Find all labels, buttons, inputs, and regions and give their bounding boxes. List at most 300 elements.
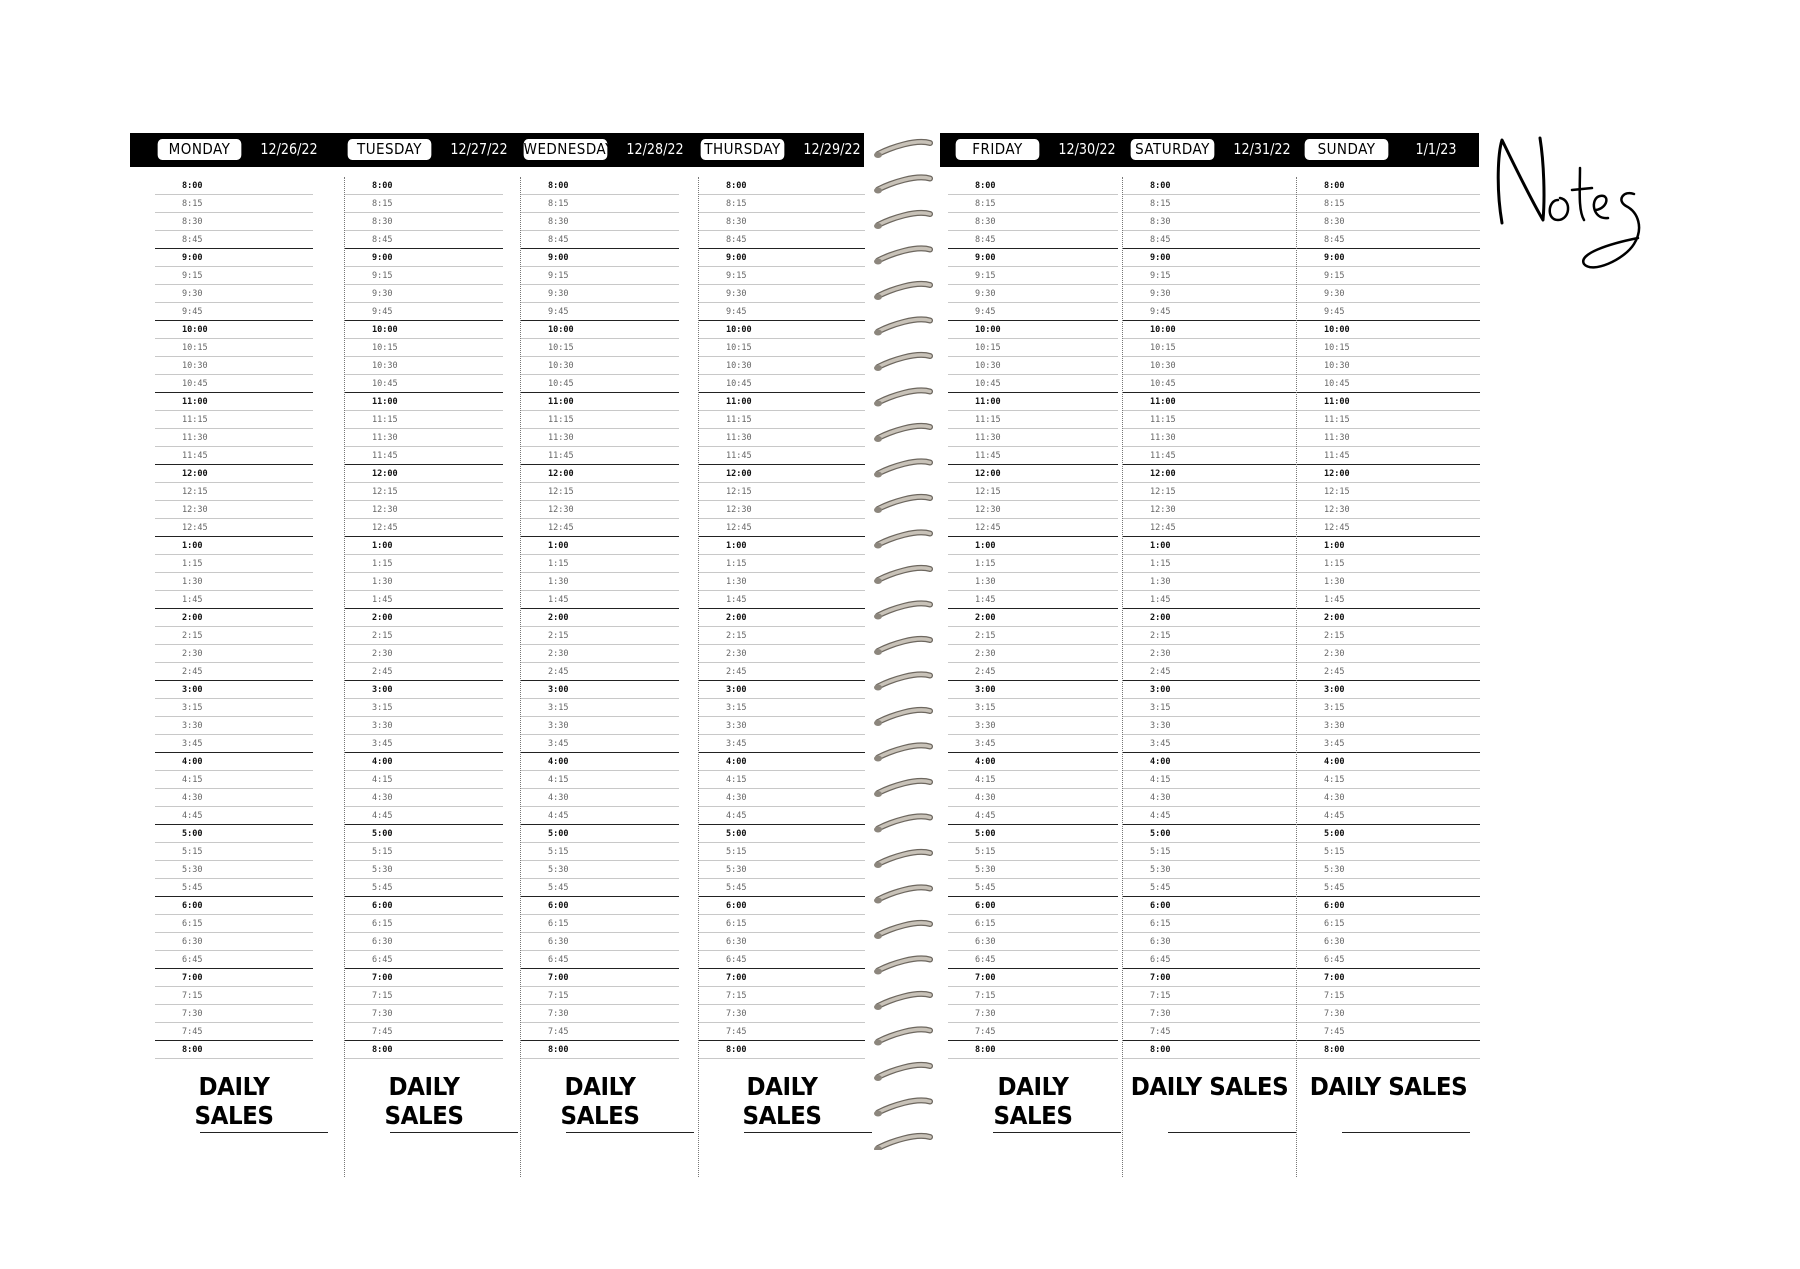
time-slot[interactable]: 8:30: [345, 213, 503, 231]
time-slot[interactable]: 10:30: [345, 357, 503, 375]
time-slot[interactable]: 8:15: [521, 195, 679, 213]
time-slot[interactable]: 3:30: [521, 717, 679, 735]
time-slot[interactable]: 10:30: [1123, 357, 1296, 375]
time-slot[interactable]: 2:30: [1123, 645, 1296, 663]
time-slot[interactable]: 11:30: [155, 429, 313, 447]
time-slot[interactable]: 1:45: [948, 591, 1118, 609]
time-slot[interactable]: 12:15: [1297, 483, 1480, 501]
time-slot[interactable]: 5:15: [1123, 843, 1296, 861]
time-slot[interactable]: 7:30: [948, 1005, 1118, 1023]
day-column-wednesday[interactable]: [520, 177, 679, 1177]
time-slot[interactable]: 8:30: [1297, 213, 1480, 231]
daily-sales-line[interactable]: [200, 1132, 328, 1133]
time-slot[interactable]: 3:15: [155, 699, 313, 717]
time-slot[interactable]: 5:00: [521, 825, 679, 843]
time-slot[interactable]: 4:30: [345, 789, 503, 807]
time-slot[interactable]: 12:45: [155, 519, 313, 537]
time-slot[interactable]: 5:15: [699, 843, 865, 861]
time-slot[interactable]: 10:45: [1123, 375, 1296, 393]
time-slot[interactable]: 11:15: [1123, 411, 1296, 429]
time-slot[interactable]: 7:45: [1297, 1023, 1480, 1041]
daily-sales-line[interactable]: [566, 1132, 694, 1133]
time-slot[interactable]: 5:30: [948, 861, 1118, 879]
time-slot[interactable]: 1:30: [1123, 573, 1296, 591]
time-slot[interactable]: 8:00: [1297, 177, 1480, 195]
time-slot[interactable]: 9:45: [1123, 303, 1296, 321]
time-slot[interactable]: 11:15: [521, 411, 679, 429]
time-slot[interactable]: 4:45: [155, 807, 313, 825]
time-slot[interactable]: 12:30: [155, 501, 313, 519]
time-slot[interactable]: 1:45: [155, 591, 313, 609]
time-slot[interactable]: 4:45: [948, 807, 1118, 825]
time-slot[interactable]: 6:00: [699, 897, 865, 915]
time-slot[interactable]: 2:15: [699, 627, 865, 645]
time-slot[interactable]: 8:15: [699, 195, 865, 213]
time-slot[interactable]: 12:15: [699, 483, 865, 501]
time-slot[interactable]: 5:15: [1297, 843, 1480, 861]
time-slot[interactable]: 3:00: [345, 681, 503, 699]
day-column-tuesday[interactable]: [344, 177, 503, 1177]
time-slot[interactable]: 2:30: [1297, 645, 1480, 663]
time-slot[interactable]: 9:45: [1297, 303, 1480, 321]
time-slot[interactable]: 3:15: [521, 699, 679, 717]
time-slot[interactable]: 12:30: [948, 501, 1118, 519]
time-slot[interactable]: 2:45: [1123, 663, 1296, 681]
time-slot[interactable]: 10:45: [155, 375, 313, 393]
time-slot[interactable]: 4:15: [1297, 771, 1480, 789]
time-slot[interactable]: 11:45: [1123, 447, 1296, 465]
time-slot[interactable]: 5:45: [1123, 879, 1296, 897]
time-slot[interactable]: 6:45: [521, 951, 679, 969]
time-slot[interactable]: 11:45: [345, 447, 503, 465]
time-slot[interactable]: 10:15: [948, 339, 1118, 357]
time-slot[interactable]: 12:15: [1123, 483, 1296, 501]
time-slot[interactable]: 6:30: [1123, 933, 1296, 951]
time-slot[interactable]: 4:00: [521, 753, 679, 771]
time-slot[interactable]: 5:30: [155, 861, 313, 879]
time-slot[interactable]: 6:30: [699, 933, 865, 951]
time-slot[interactable]: 3:45: [1297, 735, 1480, 753]
time-slot[interactable]: 7:45: [155, 1023, 313, 1041]
time-slot[interactable]: 8:15: [948, 195, 1118, 213]
time-slot[interactable]: 6:15: [155, 915, 313, 933]
time-slot[interactable]: 2:00: [1297, 609, 1480, 627]
time-slot[interactable]: 10:45: [699, 375, 865, 393]
time-slot[interactable]: 7:30: [1297, 1005, 1480, 1023]
time-slot[interactable]: 2:45: [1297, 663, 1480, 681]
time-slot[interactable]: 12:45: [1123, 519, 1296, 537]
time-slot[interactable]: 3:45: [155, 735, 313, 753]
time-slot[interactable]: 10:00: [1123, 321, 1296, 339]
time-slot[interactable]: 1:30: [948, 573, 1118, 591]
time-slot[interactable]: 3:30: [155, 717, 313, 735]
daily-sales-line[interactable]: [744, 1132, 872, 1133]
time-slot[interactable]: 11:15: [699, 411, 865, 429]
time-slot[interactable]: 6:45: [699, 951, 865, 969]
time-slot[interactable]: 4:00: [1123, 753, 1296, 771]
time-slot[interactable]: 12:30: [1297, 501, 1480, 519]
time-slot[interactable]: 3:30: [1123, 717, 1296, 735]
day-column-friday[interactable]: [948, 177, 1118, 1177]
time-slot[interactable]: 10:00: [345, 321, 503, 339]
time-slot[interactable]: 11:15: [948, 411, 1118, 429]
time-slot[interactable]: 1:15: [345, 555, 503, 573]
time-slot[interactable]: 12:15: [948, 483, 1118, 501]
time-slot[interactable]: 8:45: [948, 231, 1118, 249]
time-slot[interactable]: 11:00: [345, 393, 503, 411]
time-slot[interactable]: 9:15: [699, 267, 865, 285]
time-slot[interactable]: 10:15: [699, 339, 865, 357]
time-slot[interactable]: 10:30: [1297, 357, 1480, 375]
time-slot[interactable]: 7:30: [1123, 1005, 1296, 1023]
time-slot[interactable]: 6:15: [1297, 915, 1480, 933]
time-slot[interactable]: 6:45: [1297, 951, 1480, 969]
time-slot[interactable]: 6:15: [699, 915, 865, 933]
time-slot[interactable]: 7:45: [699, 1023, 865, 1041]
time-slot[interactable]: 3:45: [948, 735, 1118, 753]
time-slot[interactable]: 1:45: [521, 591, 679, 609]
time-slot[interactable]: 2:15: [345, 627, 503, 645]
time-slot[interactable]: 10:00: [1297, 321, 1480, 339]
time-slot[interactable]: 11:00: [1123, 393, 1296, 411]
time-slot[interactable]: 4:15: [948, 771, 1118, 789]
time-slot[interactable]: 11:00: [699, 393, 865, 411]
time-slot[interactable]: 1:00: [155, 537, 313, 555]
time-slot[interactable]: 9:30: [345, 285, 503, 303]
time-slot[interactable]: 2:00: [699, 609, 865, 627]
time-slot[interactable]: 3:45: [1123, 735, 1296, 753]
time-slot[interactable]: 1:30: [1297, 573, 1480, 591]
time-slot[interactable]: 7:00: [1297, 969, 1480, 987]
time-slot[interactable]: 2:15: [1297, 627, 1480, 645]
time-slot[interactable]: 4:15: [699, 771, 865, 789]
time-slot[interactable]: 11:00: [948, 393, 1118, 411]
time-slot[interactable]: 8:15: [345, 195, 503, 213]
time-slot[interactable]: 10:15: [155, 339, 313, 357]
time-slot[interactable]: 7:00: [521, 969, 679, 987]
time-slot[interactable]: 10:00: [521, 321, 679, 339]
time-slot[interactable]: 4:45: [521, 807, 679, 825]
time-slot[interactable]: 9:15: [155, 267, 313, 285]
time-slot[interactable]: 12:30: [521, 501, 679, 519]
time-slot[interactable]: 8:30: [948, 213, 1118, 231]
time-slot[interactable]: 5:45: [1297, 879, 1480, 897]
time-slot[interactable]: 12:15: [345, 483, 503, 501]
time-slot[interactable]: 10:00: [948, 321, 1118, 339]
time-slot[interactable]: 7:15: [948, 987, 1118, 1005]
time-slot[interactable]: 7:00: [155, 969, 313, 987]
time-slot[interactable]: 2:30: [155, 645, 313, 663]
time-slot[interactable]: 9:45: [699, 303, 865, 321]
time-slot[interactable]: 2:00: [521, 609, 679, 627]
time-slot[interactable]: 4:00: [155, 753, 313, 771]
time-slot[interactable]: 1:15: [948, 555, 1118, 573]
time-slot[interactable]: 11:00: [155, 393, 313, 411]
time-slot[interactable]: 9:00: [1123, 249, 1296, 267]
time-slot[interactable]: 2:30: [345, 645, 503, 663]
time-slot[interactable]: 5:45: [521, 879, 679, 897]
time-slot[interactable]: 8:00: [345, 177, 503, 195]
time-slot[interactable]: 5:45: [948, 879, 1118, 897]
time-slot[interactable]: 3:00: [521, 681, 679, 699]
time-slot[interactable]: 9:15: [1297, 267, 1480, 285]
time-slot[interactable]: 2:45: [521, 663, 679, 681]
time-slot[interactable]: 2:45: [345, 663, 503, 681]
time-slot[interactable]: 1:45: [699, 591, 865, 609]
time-slot[interactable]: 11:15: [155, 411, 313, 429]
time-slot[interactable]: 1:30: [521, 573, 679, 591]
time-slot[interactable]: 12:00: [155, 465, 313, 483]
time-slot[interactable]: 8:15: [1123, 195, 1296, 213]
day-column-thursday[interactable]: [698, 177, 865, 1177]
time-slot[interactable]: 6:00: [948, 897, 1118, 915]
time-slot[interactable]: 8:30: [699, 213, 865, 231]
time-slot[interactable]: 6:15: [1123, 915, 1296, 933]
time-slot[interactable]: 5:30: [345, 861, 503, 879]
time-slot[interactable]: 10:15: [521, 339, 679, 357]
time-slot[interactable]: 5:00: [948, 825, 1118, 843]
time-slot[interactable]: 8:00: [699, 1041, 865, 1059]
time-slot[interactable]: 3:00: [1123, 681, 1296, 699]
time-slot[interactable]: 9:30: [1123, 285, 1296, 303]
time-slot[interactable]: 9:00: [155, 249, 313, 267]
time-slot[interactable]: 5:45: [699, 879, 865, 897]
time-slot[interactable]: 7:30: [345, 1005, 503, 1023]
time-slot[interactable]: 11:45: [948, 447, 1118, 465]
time-slot[interactable]: 2:15: [948, 627, 1118, 645]
time-slot[interactable]: 10:15: [1123, 339, 1296, 357]
time-slot[interactable]: 1:00: [699, 537, 865, 555]
time-slot[interactable]: 7:45: [345, 1023, 503, 1041]
time-slot[interactable]: 3:30: [948, 717, 1118, 735]
time-slot[interactable]: 11:45: [699, 447, 865, 465]
time-slot[interactable]: 3:30: [699, 717, 865, 735]
time-slot[interactable]: 11:45: [1297, 447, 1480, 465]
time-slot[interactable]: 4:15: [155, 771, 313, 789]
time-slot[interactable]: 3:15: [1123, 699, 1296, 717]
time-slot[interactable]: 8:00: [699, 177, 865, 195]
time-slot[interactable]: 8:00: [521, 177, 679, 195]
time-slot[interactable]: 5:45: [155, 879, 313, 897]
time-slot[interactable]: 6:45: [155, 951, 313, 969]
time-slot[interactable]: 1:45: [1297, 591, 1480, 609]
time-slot[interactable]: 6:15: [345, 915, 503, 933]
time-slot[interactable]: 1:00: [345, 537, 503, 555]
time-slot[interactable]: 2:45: [948, 663, 1118, 681]
time-slot[interactable]: 2:15: [155, 627, 313, 645]
time-slot[interactable]: 7:00: [345, 969, 503, 987]
day-column-monday[interactable]: [155, 177, 313, 1177]
time-slot[interactable]: 8:45: [155, 231, 313, 249]
time-slot[interactable]: 6:00: [155, 897, 313, 915]
time-slot[interactable]: 12:45: [521, 519, 679, 537]
time-slot[interactable]: 2:30: [948, 645, 1118, 663]
time-slot[interactable]: 9:00: [345, 249, 503, 267]
time-slot[interactable]: 10:30: [948, 357, 1118, 375]
time-slot[interactable]: 7:30: [699, 1005, 865, 1023]
time-slot[interactable]: 8:30: [1123, 213, 1296, 231]
daily-sales-line[interactable]: [1342, 1132, 1470, 1133]
time-slot[interactable]: 6:15: [521, 915, 679, 933]
time-slot[interactable]: 3:00: [948, 681, 1118, 699]
time-slot[interactable]: 8:45: [699, 231, 865, 249]
time-slot[interactable]: 6:30: [155, 933, 313, 951]
time-slot[interactable]: 10:45: [948, 375, 1118, 393]
time-slot[interactable]: 10:00: [155, 321, 313, 339]
time-slot[interactable]: 3:00: [1297, 681, 1480, 699]
time-slot[interactable]: 4:30: [521, 789, 679, 807]
time-slot[interactable]: 9:15: [1123, 267, 1296, 285]
time-slot[interactable]: 9:00: [699, 249, 865, 267]
time-slot[interactable]: 8:00: [521, 1041, 679, 1059]
time-slot[interactable]: 8:45: [1123, 231, 1296, 249]
time-slot[interactable]: 7:45: [948, 1023, 1118, 1041]
time-slot[interactable]: 3:30: [345, 717, 503, 735]
time-slot[interactable]: 9:15: [948, 267, 1118, 285]
time-slot[interactable]: 4:45: [1123, 807, 1296, 825]
day-column-sunday[interactable]: [1296, 177, 1480, 1177]
time-slot[interactable]: 4:45: [699, 807, 865, 825]
time-slot[interactable]: 5:45: [345, 879, 503, 897]
time-slot[interactable]: 10:45: [345, 375, 503, 393]
time-slot[interactable]: 6:00: [1297, 897, 1480, 915]
time-slot[interactable]: 6:30: [345, 933, 503, 951]
time-slot[interactable]: 6:00: [1123, 897, 1296, 915]
time-slot[interactable]: 4:00: [1297, 753, 1480, 771]
time-slot[interactable]: 8:15: [1297, 195, 1480, 213]
time-slot[interactable]: 5:30: [1297, 861, 1480, 879]
time-slot[interactable]: 8:00: [948, 1041, 1118, 1059]
time-slot[interactable]: 2:00: [1123, 609, 1296, 627]
time-slot[interactable]: 4:15: [345, 771, 503, 789]
time-slot[interactable]: 11:45: [521, 447, 679, 465]
time-slot[interactable]: 9:45: [345, 303, 503, 321]
time-slot[interactable]: 1:45: [1123, 591, 1296, 609]
time-slot[interactable]: 8:00: [1123, 177, 1296, 195]
time-slot[interactable]: 4:30: [1297, 789, 1480, 807]
time-slot[interactable]: 3:30: [1297, 717, 1480, 735]
time-slot[interactable]: 4:45: [345, 807, 503, 825]
time-slot[interactable]: 2:00: [948, 609, 1118, 627]
time-slot[interactable]: 5:00: [345, 825, 503, 843]
time-slot[interactable]: 5:15: [345, 843, 503, 861]
time-slot[interactable]: 9:15: [345, 267, 503, 285]
time-slot[interactable]: 12:15: [521, 483, 679, 501]
time-slot[interactable]: 4:30: [948, 789, 1118, 807]
time-slot[interactable]: 4:30: [699, 789, 865, 807]
time-slot[interactable]: 9:15: [521, 267, 679, 285]
time-slot[interactable]: 9:30: [1297, 285, 1480, 303]
time-slot[interactable]: 3:15: [345, 699, 503, 717]
time-slot[interactable]: 10:30: [699, 357, 865, 375]
daily-sales-line[interactable]: [1168, 1132, 1296, 1133]
time-slot[interactable]: 3:00: [155, 681, 313, 699]
time-slot[interactable]: 5:30: [1123, 861, 1296, 879]
day-column-saturday[interactable]: [1122, 177, 1296, 1177]
time-slot[interactable]: 3:15: [948, 699, 1118, 717]
time-slot[interactable]: 11:30: [948, 429, 1118, 447]
time-slot[interactable]: 7:15: [1123, 987, 1296, 1005]
time-slot[interactable]: 9:00: [1297, 249, 1480, 267]
time-slot[interactable]: 1:15: [1297, 555, 1480, 573]
time-slot[interactable]: 5:15: [948, 843, 1118, 861]
time-slot[interactable]: 9:45: [155, 303, 313, 321]
time-slot[interactable]: 9:45: [521, 303, 679, 321]
time-slot[interactable]: 12:00: [1297, 465, 1480, 483]
time-slot[interactable]: 2:30: [521, 645, 679, 663]
time-slot[interactable]: 11:45: [155, 447, 313, 465]
time-slot[interactable]: 5:15: [521, 843, 679, 861]
time-slot[interactable]: 5:00: [699, 825, 865, 843]
time-slot[interactable]: 10:15: [1297, 339, 1480, 357]
time-slot[interactable]: 9:45: [948, 303, 1118, 321]
time-slot[interactable]: 12:15: [155, 483, 313, 501]
time-slot[interactable]: 5:00: [155, 825, 313, 843]
time-slot[interactable]: 9:30: [948, 285, 1118, 303]
time-slot[interactable]: 11:30: [1297, 429, 1480, 447]
time-slot[interactable]: 12:00: [948, 465, 1118, 483]
daily-sales-line[interactable]: [993, 1132, 1121, 1133]
time-slot[interactable]: 7:00: [948, 969, 1118, 987]
time-slot[interactable]: 6:00: [521, 897, 679, 915]
time-slot[interactable]: 8:30: [521, 213, 679, 231]
time-slot[interactable]: 6:30: [948, 933, 1118, 951]
time-slot[interactable]: 9:30: [521, 285, 679, 303]
time-slot[interactable]: 1:00: [1297, 537, 1480, 555]
time-slot[interactable]: 6:15: [948, 915, 1118, 933]
time-slot[interactable]: 7:45: [521, 1023, 679, 1041]
time-slot[interactable]: 4:30: [1123, 789, 1296, 807]
time-slot[interactable]: 10:00: [699, 321, 865, 339]
time-slot[interactable]: 2:15: [1123, 627, 1296, 645]
time-slot[interactable]: 8:00: [155, 1041, 313, 1059]
time-slot[interactable]: 12:00: [699, 465, 865, 483]
time-slot[interactable]: 3:15: [1297, 699, 1480, 717]
time-slot[interactable]: 10:45: [521, 375, 679, 393]
time-slot[interactable]: 7:00: [699, 969, 865, 987]
time-slot[interactable]: 4:45: [1297, 807, 1480, 825]
time-slot[interactable]: 9:30: [699, 285, 865, 303]
time-slot[interactable]: 1:30: [699, 573, 865, 591]
time-slot[interactable]: 11:15: [345, 411, 503, 429]
time-slot[interactable]: 8:00: [1297, 1041, 1480, 1059]
time-slot[interactable]: 4:00: [345, 753, 503, 771]
time-slot[interactable]: 8:45: [1297, 231, 1480, 249]
time-slot[interactable]: 12:00: [345, 465, 503, 483]
time-slot[interactable]: 4:00: [699, 753, 865, 771]
time-slot[interactable]: 2:00: [345, 609, 503, 627]
time-slot[interactable]: 8:00: [155, 177, 313, 195]
time-slot[interactable]: 2:00: [155, 609, 313, 627]
time-slot[interactable]: 7:45: [1123, 1023, 1296, 1041]
time-slot[interactable]: 6:45: [345, 951, 503, 969]
time-slot[interactable]: 1:45: [345, 591, 503, 609]
time-slot[interactable]: 1:30: [345, 573, 503, 591]
time-slot[interactable]: 11:30: [521, 429, 679, 447]
time-slot[interactable]: 11:30: [345, 429, 503, 447]
time-slot[interactable]: 1:00: [521, 537, 679, 555]
time-slot[interactable]: 7:15: [345, 987, 503, 1005]
time-slot[interactable]: 10:45: [1297, 375, 1480, 393]
time-slot[interactable]: 12:45: [948, 519, 1118, 537]
time-slot[interactable]: 6:30: [1297, 933, 1480, 951]
time-slot[interactable]: 12:30: [699, 501, 865, 519]
time-slot[interactable]: 7:15: [1297, 987, 1480, 1005]
time-slot[interactable]: 1:30: [155, 573, 313, 591]
time-slot[interactable]: 8:00: [345, 1041, 503, 1059]
time-slot[interactable]: 4:00: [948, 753, 1118, 771]
time-slot[interactable]: 2:30: [699, 645, 865, 663]
